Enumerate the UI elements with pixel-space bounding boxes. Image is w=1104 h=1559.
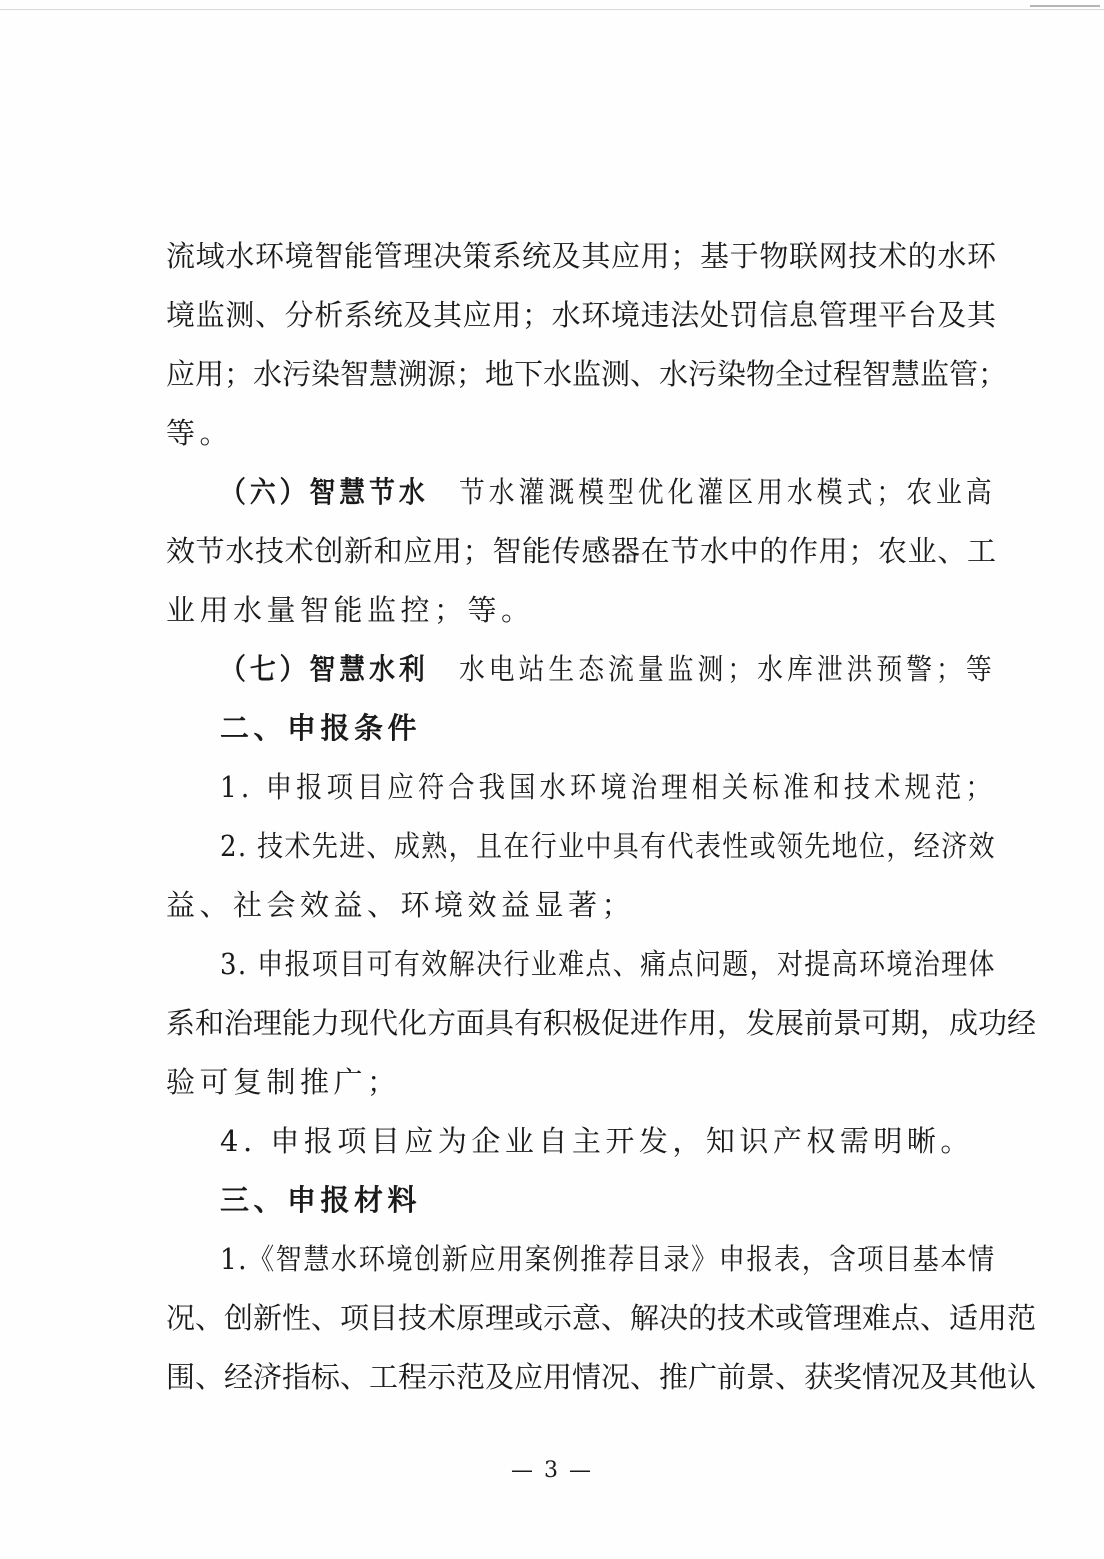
condition-item-2-line-2: 益、社会效益、环境效益显著； <box>166 888 636 922</box>
material-item-1-line-3: 围、经济指标、工程示范及应用情况、推广前景、获奖情况及其他认 <box>166 1360 1037 1394</box>
body-line-1: 流域水环境智能管理决策系统及其应用；基于物联网技术的水环 <box>166 239 996 273</box>
scan-top-mark <box>1030 5 1100 7</box>
condition-item-2-line-1: 2. 技术先进、成熟，且在行业中具有代表性或领先地位，经济效 <box>220 829 996 863</box>
condition-item-3-line-3: 验可复制推广； <box>166 1065 401 1099</box>
section-6-line-3: 业用水量智能监控；等。 <box>166 593 535 627</box>
conditions-heading: 二、申报条件 <box>220 711 422 745</box>
section-7-heading: （七）智慧水利 <box>220 652 429 686</box>
condition-item-3-line-2: 系和治理能力现代化方面具有积极促进作用，发展前景可期，成功经 <box>166 1006 1037 1040</box>
page-number: — 3 — <box>511 1458 593 1483</box>
section-7-text: 水电站生态流量监测；水库泄洪预警；等 <box>458 652 996 686</box>
material-item-1-line-1: 1.《智慧水环境创新应用案例推荐目录》申报表，含项目基本情 <box>220 1242 996 1276</box>
scan-top-edge <box>0 9 1104 10</box>
section-6-line-2: 效节水技术创新和应用；智能传感器在节水中的作用；农业、工 <box>166 534 996 568</box>
section-6-text: 节水灌溉模型优化灌区用水模式；农业高 <box>458 475 996 509</box>
material-item-1-line-2: 况、创新性、项目技术原理或示意、解决的技术或管理难点、适用范 <box>166 1301 1037 1335</box>
body-line-3: 应用；水污染智慧溯源；地下水监测、水污染物全过程智慧监管； <box>166 357 1008 391</box>
materials-heading: 三、申报材料 <box>220 1183 422 1217</box>
section-6-line-1 <box>220 474 996 510</box>
section-7-line-1 <box>220 651 996 687</box>
condition-item-4: 4. 申报项目应为企业自主开发，知识产权需明晰。 <box>220 1124 974 1158</box>
condition-item-3-line-1: 3. 申报项目可有效解决行业难点、痛点问题，对提高环境治理体 <box>220 947 996 981</box>
section-6-heading: （六）智慧节水 <box>220 475 429 509</box>
condition-item-1: 1. 申报项目应符合我国水环境治理相关标准和技术规范； <box>220 770 996 804</box>
body-line-2: 境监测、分析系统及其应用；水环境违法处罚信息管理平台及其 <box>166 298 996 332</box>
body-line-4: 等。 <box>166 416 234 450</box>
